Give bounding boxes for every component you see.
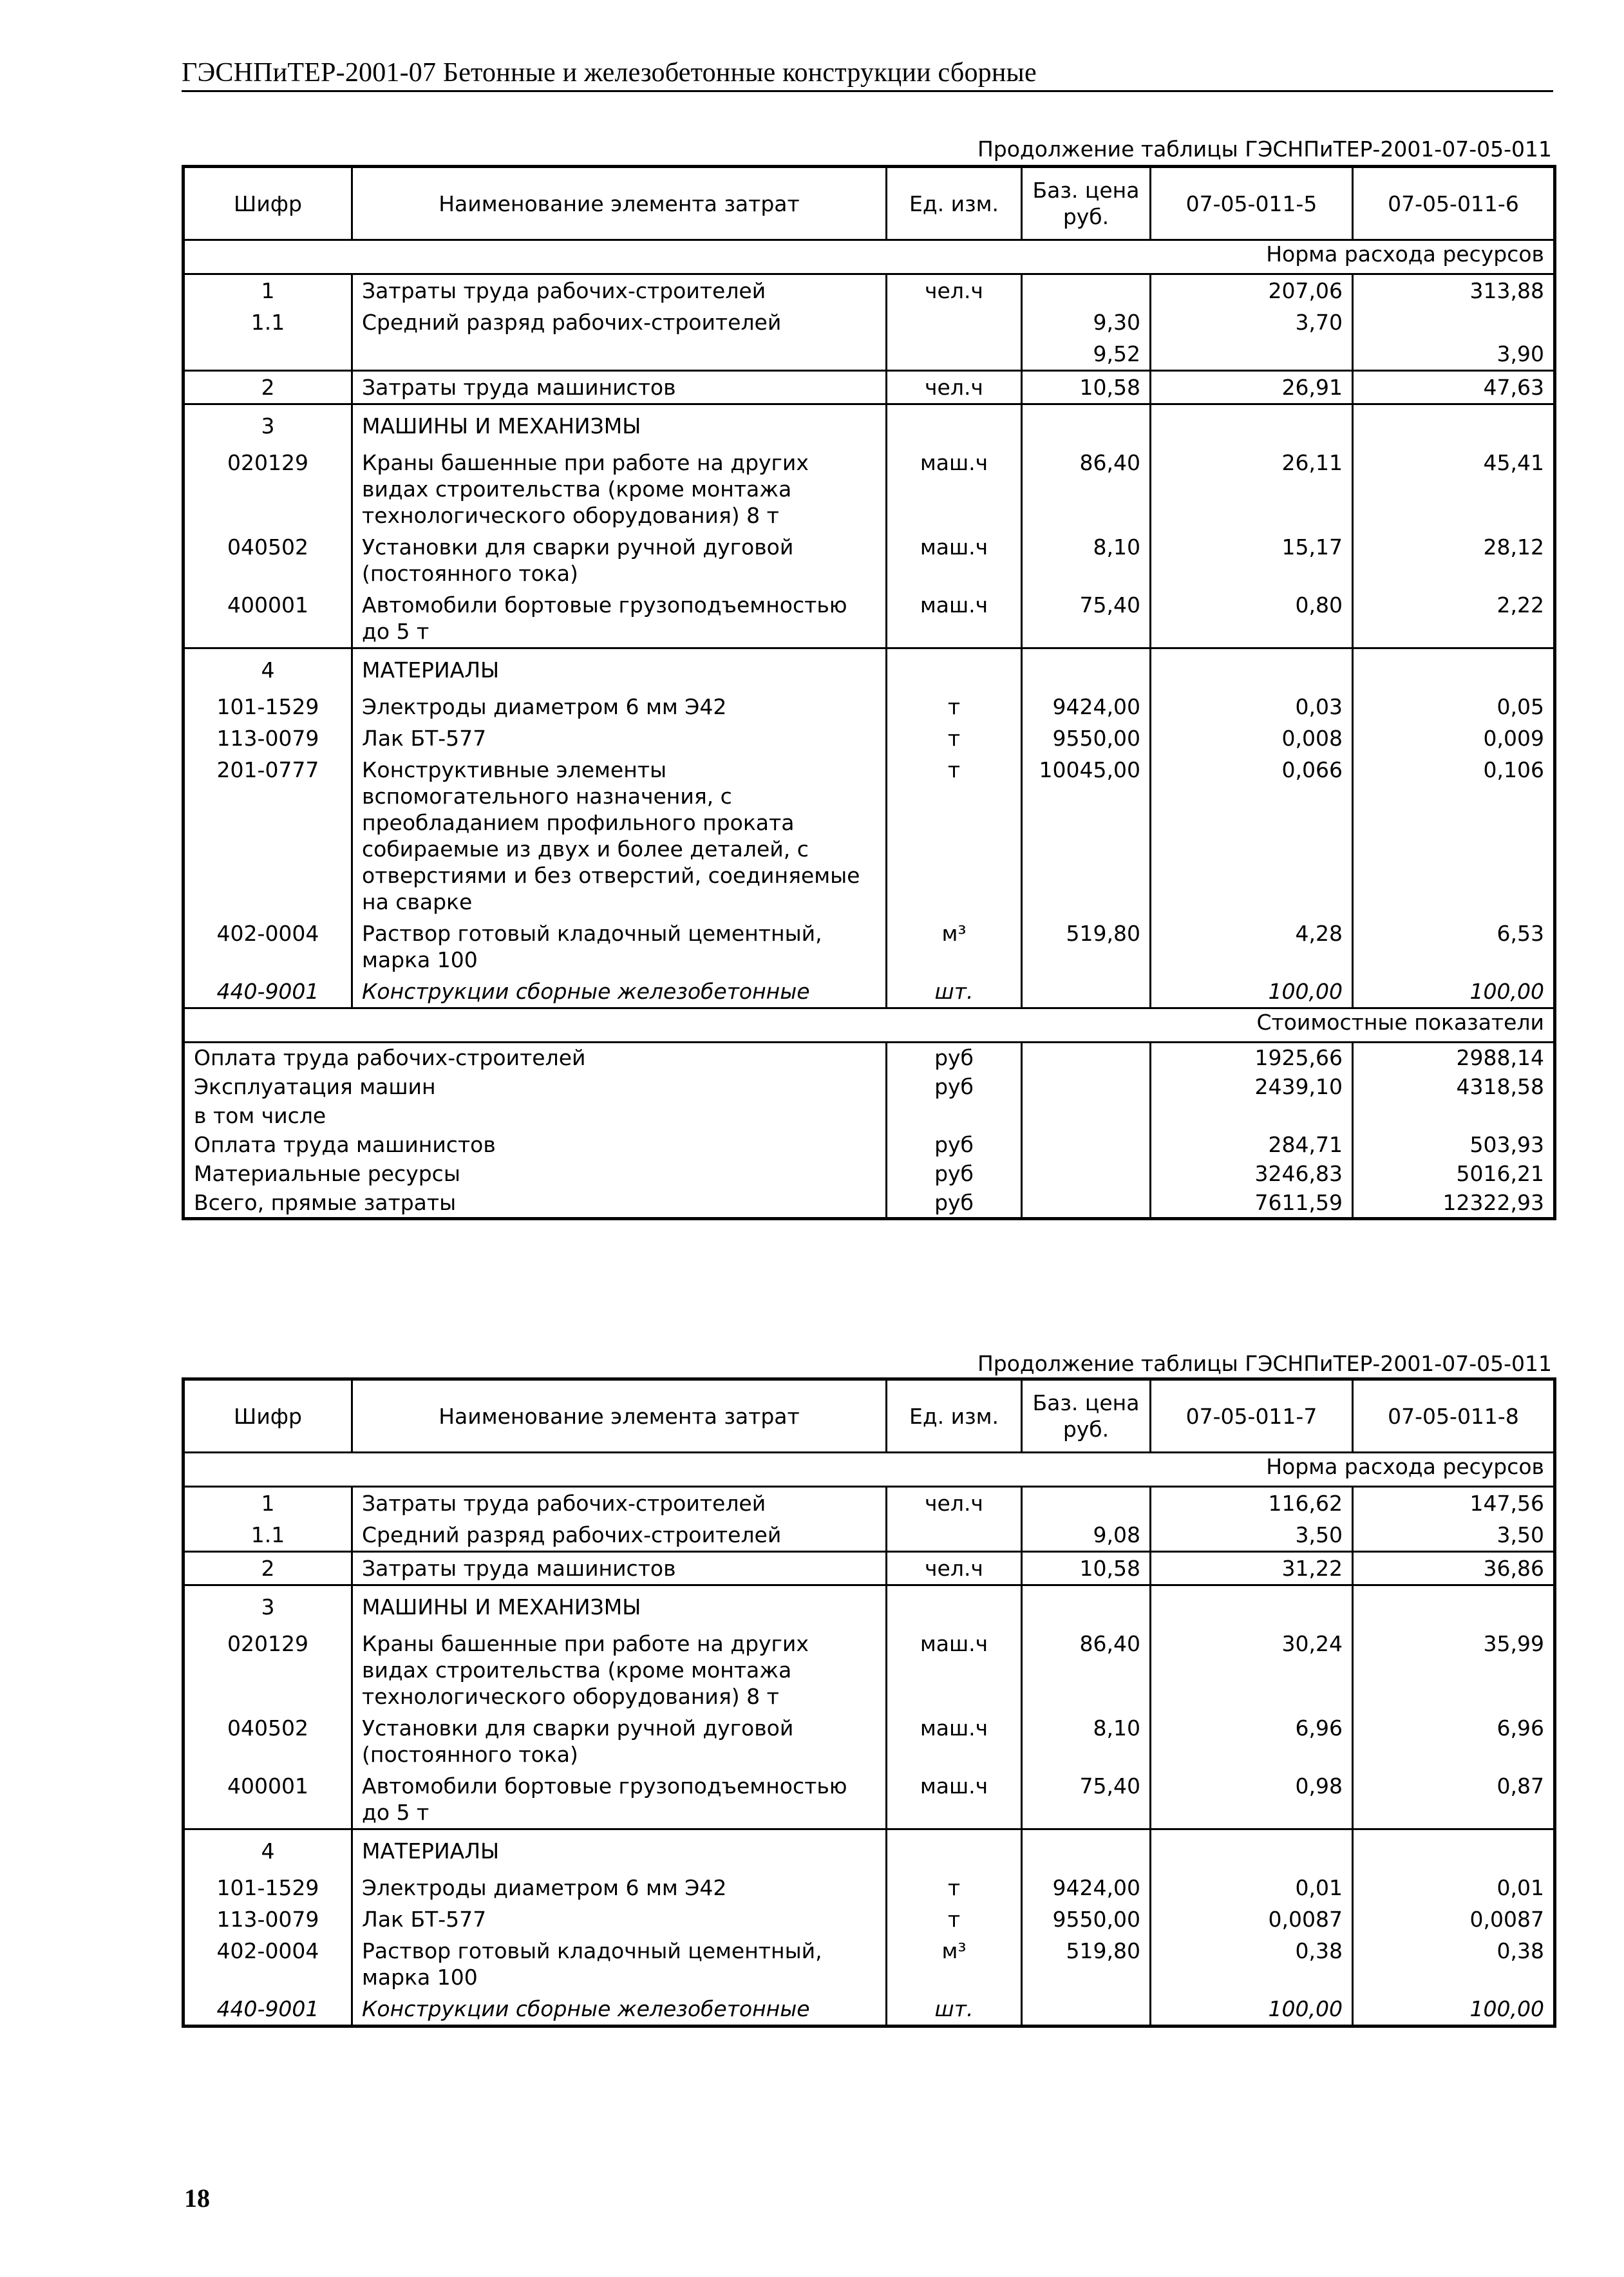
table-row: [184, 1552, 1555, 1585]
cell-value-1: 0,03: [1151, 691, 1353, 723]
summary-unit: руб: [887, 1188, 1022, 1219]
cell-unit: чел.ч: [887, 1487, 1022, 1520]
cell-name: Конструктивные элементы вспомогательного назначения, с преобладанием профильного проката собираемые из двух и более деталей, с отверстиями и без отверстий, соединяемые на сварке: [352, 754, 887, 918]
section-title: МАШИНЫ И МЕХАНИЗМЫ: [352, 404, 887, 448]
table-row: [184, 1993, 1555, 2027]
cell-unit: м³: [887, 918, 1022, 976]
cell-name: Установки для сварки ручной дуговой (постоянного тока): [352, 531, 887, 589]
table-row: [184, 1519, 1555, 1552]
cell-cipher: 2: [184, 371, 352, 404]
summary-value-1: 2439,10: [1151, 1072, 1353, 1101]
cell-value-1: 26,91: [1151, 371, 1353, 404]
cell-name: Лак БТ-577: [352, 723, 887, 754]
table-row: [184, 1872, 1555, 1904]
cell-price: 9424,00: [1022, 691, 1151, 723]
section-header-row: [184, 648, 1555, 692]
cost-band-row: [184, 1008, 1555, 1043]
cell-name: Электроды диаметром 6 мм Э42: [352, 1872, 887, 1904]
summary-name: Оплата труда машинистов: [184, 1130, 887, 1159]
cell-value-1: 0,80: [1151, 589, 1353, 648]
table-row: [184, 976, 1555, 1008]
cell-value-1: [1151, 1585, 1353, 1629]
cell-value-2: 28,12: [1353, 531, 1555, 589]
cell-cipher: [184, 338, 352, 371]
cell-name: Затраты труда рабочих-строителей: [352, 274, 887, 307]
cell-cipher: 040502: [184, 1712, 352, 1770]
cell-cipher: 400001: [184, 1770, 352, 1829]
cell-value-1: 30,24: [1151, 1628, 1353, 1712]
table-row: [184, 754, 1555, 918]
table-header-row: [184, 167, 1555, 240]
section-title: МАТЕРИАЛЫ: [352, 648, 887, 692]
cell-value-2: 0,87: [1353, 1770, 1555, 1829]
table2-caption: Продолжение таблицы ГЭСНПиТЕР-2001-07-05-011: [977, 1351, 1552, 1376]
cell-price: [1022, 404, 1151, 448]
cell-value-2: 0,38: [1353, 1935, 1555, 1993]
cell-name: Конструкции сборные железобетонные: [352, 976, 887, 1008]
cell-unit: [887, 404, 1022, 448]
cell-name: Электроды диаметром 6 мм Э42: [352, 691, 887, 723]
summary-unit: руб: [887, 1043, 1022, 1073]
table-row: [184, 531, 1555, 589]
cell-cipher: 400001: [184, 589, 352, 648]
cell-value-2: 313,88: [1353, 274, 1555, 307]
cell-cipher: 440-9001: [184, 976, 352, 1008]
cell-value-1: [1151, 648, 1353, 692]
cell-name: Затраты труда рабочих-строителей: [352, 1487, 887, 1520]
cell-value-1: 31,22: [1151, 1552, 1353, 1585]
col-header-code-1: 07-05-011-7: [1151, 1379, 1353, 1453]
cell-price: 10,58: [1022, 1552, 1151, 1585]
cell-value-2: 2,22: [1353, 589, 1555, 648]
section-title: МАТЕРИАЛЫ: [352, 1829, 887, 1873]
col-header-name: Наименование элемента затрат: [352, 1379, 887, 1453]
cell-cipher: 1.1: [184, 307, 352, 338]
col-header-name: Наименование элемента затрат: [352, 167, 887, 240]
cell-value-1: 26,11: [1151, 447, 1353, 531]
col-header-cipher: Шифр: [184, 167, 352, 240]
cell-name: Конструкции сборные железобетонные: [352, 1993, 887, 2027]
cell-value-1: 207,06: [1151, 274, 1353, 307]
cell-name: Раствор готовый кладочный цементный, марка 100: [352, 1935, 887, 1993]
cell-value-2: [1353, 648, 1555, 692]
cell-price: [1022, 1993, 1151, 2027]
cell-price: 519,80: [1022, 918, 1151, 976]
cell-price: 9,30: [1022, 307, 1151, 338]
cell-unit: шт.: [887, 976, 1022, 1008]
summary-value-2: [1353, 1101, 1555, 1130]
cell-value-2: 6,53: [1353, 918, 1555, 976]
cell-value-1: [1151, 404, 1353, 448]
cell-name: Установки для сварки ручной дуговой (постоянного тока): [352, 1712, 887, 1770]
table-row: [184, 1712, 1555, 1770]
cell-unit: маш.ч: [887, 589, 1022, 648]
summary-unit: [887, 1101, 1022, 1130]
cell-unit: м³: [887, 1935, 1022, 1993]
cell-unit: маш.ч: [887, 531, 1022, 589]
cell-name: Автомобили бортовые грузоподъемностью до 5 т: [352, 1770, 887, 1829]
summary-value-1: 3246,83: [1151, 1159, 1353, 1188]
cell-cipher: 201-0777: [184, 754, 352, 918]
cell-value-1: 0,38: [1151, 1935, 1353, 1993]
cell-cipher: 440-9001: [184, 1993, 352, 2027]
table-row: [184, 1904, 1555, 1935]
cell-cipher: 3: [184, 404, 352, 448]
cell-unit: [887, 1829, 1022, 1873]
cell-value-2: 0,009: [1353, 723, 1555, 754]
table-row: [184, 589, 1555, 648]
cell-unit: [887, 307, 1022, 338]
cell-cipher: 020129: [184, 1628, 352, 1712]
cell-price: [1022, 1829, 1151, 1873]
cell-unit: шт.: [887, 1993, 1022, 2027]
cell-price: 10045,00: [1022, 754, 1151, 918]
cell-unit: маш.ч: [887, 447, 1022, 531]
col-header-code-2: 07-05-011-8: [1353, 1379, 1555, 1453]
cell-price: [1022, 1585, 1151, 1629]
cell-cipher: 3: [184, 1585, 352, 1629]
cell-value-2: [1353, 1585, 1555, 1629]
summary-row: [184, 1130, 1555, 1159]
col-header-unit: Ед. изм.: [887, 167, 1022, 240]
cell-unit: т: [887, 1872, 1022, 1904]
norm-band-row: [184, 1453, 1555, 1487]
cell-cipher: 101-1529: [184, 1872, 352, 1904]
section-header-row: [184, 1585, 1555, 1629]
section-title: МАШИНЫ И МЕХАНИЗМЫ: [352, 1585, 887, 1629]
cell-cipher: 4: [184, 648, 352, 692]
cell-value-2: 0,106: [1353, 754, 1555, 918]
cell-cipher: 2: [184, 1552, 352, 1585]
cell-value-2: [1353, 1829, 1555, 1873]
cell-value-1: 0,008: [1151, 723, 1353, 754]
cell-price: 9,08: [1022, 1519, 1151, 1552]
summary-value-1: 284,71: [1151, 1130, 1353, 1159]
table-row: [184, 447, 1555, 531]
cell-value-2: 100,00: [1353, 1993, 1555, 2027]
cell-unit: т: [887, 723, 1022, 754]
cell-cipher: 1: [184, 1487, 352, 1520]
cell-value-1: 4,28: [1151, 918, 1353, 976]
cell-name: Автомобили бортовые грузоподъемностью до 5 т: [352, 589, 887, 648]
cell-name: Средний разряд рабочих-строителей: [352, 307, 887, 338]
cell-price: 8,10: [1022, 531, 1151, 589]
summary-name: Эксплуатация машин: [184, 1072, 887, 1101]
cell-name: [352, 338, 887, 371]
table-row: [184, 723, 1555, 754]
summary-name: в том числе: [184, 1101, 887, 1130]
col-header-cipher: Шифр: [184, 1379, 352, 1453]
table-row: [184, 918, 1555, 976]
cell-value-1: 3,50: [1151, 1519, 1353, 1552]
cell-cipher: 4: [184, 1829, 352, 1873]
cell-price: [1022, 274, 1151, 307]
cell-value-2: [1353, 404, 1555, 448]
page-number: 18: [184, 2184, 210, 2213]
col-header-code-1: 07-05-011-5: [1151, 167, 1353, 240]
section-header-row: [184, 1829, 1555, 1873]
cell-value-1: 100,00: [1151, 976, 1353, 1008]
cell-value-2: 47,63: [1353, 371, 1555, 404]
table-row: [184, 371, 1555, 404]
cell-value-2: 3,50: [1353, 1519, 1555, 1552]
cell-name: Средний разряд рабочих-строителей: [352, 1519, 887, 1552]
summary-row: [184, 1188, 1555, 1219]
summary-value-2: 12322,93: [1353, 1188, 1555, 1219]
cell-value-2: 0,05: [1353, 691, 1555, 723]
cell-value-1: 0,066: [1151, 754, 1353, 918]
table-row: [184, 338, 1555, 371]
summary-value-2: 4318,58: [1353, 1072, 1555, 1101]
cell-value-2: 6,96: [1353, 1712, 1555, 1770]
col-header-unit: Ед. изм.: [887, 1379, 1022, 1453]
cell-unit: чел.ч: [887, 371, 1022, 404]
cell-unit: чел.ч: [887, 1552, 1022, 1585]
norm-label: Норма расхода ресурсов: [184, 240, 1555, 274]
cell-cipher: 040502: [184, 531, 352, 589]
cell-value-2: 100,00: [1353, 976, 1555, 1008]
summary-unit: руб: [887, 1130, 1022, 1159]
norm-label: Норма расхода ресурсов: [184, 1453, 1555, 1487]
resource-table-1: [182, 165, 1556, 1220]
cell-price: 9550,00: [1022, 723, 1151, 754]
table-header-row: [184, 1379, 1555, 1453]
cost-label: Стоимостные показатели: [184, 1008, 1555, 1043]
cell-unit: маш.ч: [887, 1712, 1022, 1770]
cell-value-1: [1151, 1829, 1353, 1873]
cell-unit: [887, 338, 1022, 371]
cell-unit: [887, 648, 1022, 692]
summary-row: [184, 1072, 1555, 1101]
cell-unit: маш.ч: [887, 1628, 1022, 1712]
summary-unit: руб: [887, 1159, 1022, 1188]
cell-price: [1022, 648, 1151, 692]
cell-unit: т: [887, 691, 1022, 723]
cell-price: 75,40: [1022, 589, 1151, 648]
cell-value-2: 45,41: [1353, 447, 1555, 531]
cell-name: Раствор готовый кладочный цементный, марка 100: [352, 918, 887, 976]
cell-value-1: 6,96: [1151, 1712, 1353, 1770]
norm-band-row: [184, 240, 1555, 274]
cell-price: 8,10: [1022, 1712, 1151, 1770]
summary-value-1: [1151, 1101, 1353, 1130]
cell-value-1: 3,70: [1151, 307, 1353, 338]
cell-value-2: 0,0087: [1353, 1904, 1555, 1935]
cell-value-2: 3,90: [1353, 338, 1555, 371]
cell-name: Лак БТ-577: [352, 1904, 887, 1935]
summary-unit: руб: [887, 1072, 1022, 1101]
cell-cipher: 402-0004: [184, 918, 352, 976]
cell-price: 86,40: [1022, 447, 1151, 531]
col-header-price: Баз. цена руб.: [1022, 1379, 1151, 1453]
summary-row: [184, 1101, 1555, 1130]
cell-price: [1022, 1487, 1151, 1520]
cell-unit: [887, 1585, 1022, 1629]
cell-value-1: 0,98: [1151, 1770, 1353, 1829]
summary-value-1: 7611,59: [1151, 1188, 1353, 1219]
cell-name: Краны башенные при работе на других видах строительства (кроме монтажа технологического оборудования) 8 т: [352, 447, 887, 531]
cell-cipher: 113-0079: [184, 1904, 352, 1935]
table-row: [184, 1770, 1555, 1829]
cell-unit: [887, 1519, 1022, 1552]
table-row: [184, 1628, 1555, 1712]
section-header-row: [184, 404, 1555, 448]
document-header-title: ГЭСНПиТЕР-2001-07 Бетонные и железобетонные конструкции сборные: [182, 58, 1037, 88]
summary-value-1: 1925,66: [1151, 1043, 1353, 1073]
cell-value-1: 0,0087: [1151, 1904, 1353, 1935]
summary-row: [184, 1159, 1555, 1188]
cell-name: Краны башенные при работе на других видах строительства (кроме монтажа технологического оборудования) 8 т: [352, 1628, 887, 1712]
summary-row: [184, 1043, 1555, 1073]
summary-name: Всего, прямые затраты: [184, 1188, 887, 1219]
cell-unit: чел.ч: [887, 274, 1022, 307]
cell-price: 9424,00: [1022, 1872, 1151, 1904]
cell-name: Затраты труда машинистов: [352, 1552, 887, 1585]
cell-price: 519,80: [1022, 1935, 1151, 1993]
cell-value-1: 0,01: [1151, 1872, 1353, 1904]
table1-caption: Продолжение таблицы ГЭСНПиТЕР-2001-07-05-011: [977, 137, 1552, 162]
cell-value-1: 100,00: [1151, 1993, 1353, 2027]
cell-cipher: 1: [184, 274, 352, 307]
table-row: [184, 1935, 1555, 1993]
cell-cipher: 101-1529: [184, 691, 352, 723]
cell-unit: маш.ч: [887, 1770, 1022, 1829]
cell-cipher: 113-0079: [184, 723, 352, 754]
header-rule: [182, 90, 1553, 92]
table-row: [184, 1487, 1555, 1520]
cell-price: 75,40: [1022, 1770, 1151, 1829]
cell-value-2: [1353, 307, 1555, 338]
cell-cipher: 020129: [184, 447, 352, 531]
cell-value-1: [1151, 338, 1353, 371]
col-header-code-2: 07-05-011-6: [1353, 167, 1555, 240]
table-row: [184, 691, 1555, 723]
col-header-price: Баз. цена руб.: [1022, 167, 1151, 240]
cell-cipher: 1.1: [184, 1519, 352, 1552]
cell-value-2: 0,01: [1353, 1872, 1555, 1904]
cell-cipher: 402-0004: [184, 1935, 352, 1993]
cell-price: 10,58: [1022, 371, 1151, 404]
cell-name: Затраты труда машинистов: [352, 371, 887, 404]
summary-name: Материальные ресурсы: [184, 1159, 887, 1188]
cell-price: 9550,00: [1022, 1904, 1151, 1935]
table-row: [184, 274, 1555, 307]
summary-value-2: 2988,14: [1353, 1043, 1555, 1073]
cell-value-2: 147,56: [1353, 1487, 1555, 1520]
summary-name: Оплата труда рабочих-строителей: [184, 1043, 887, 1073]
cell-value-1: 15,17: [1151, 531, 1353, 589]
cell-price: 9,52: [1022, 338, 1151, 371]
resource-table-2: [182, 1377, 1556, 2028]
cell-unit: т: [887, 1904, 1022, 1935]
cell-price: [1022, 976, 1151, 1008]
table-row: [184, 307, 1555, 338]
summary-value-2: 5016,21: [1353, 1159, 1555, 1188]
cell-value-2: 35,99: [1353, 1628, 1555, 1712]
cell-value-2: 36,86: [1353, 1552, 1555, 1585]
cell-unit: т: [887, 754, 1022, 918]
cell-price: 86,40: [1022, 1628, 1151, 1712]
cell-value-1: 116,62: [1151, 1487, 1353, 1520]
summary-value-2: 503,93: [1353, 1130, 1555, 1159]
